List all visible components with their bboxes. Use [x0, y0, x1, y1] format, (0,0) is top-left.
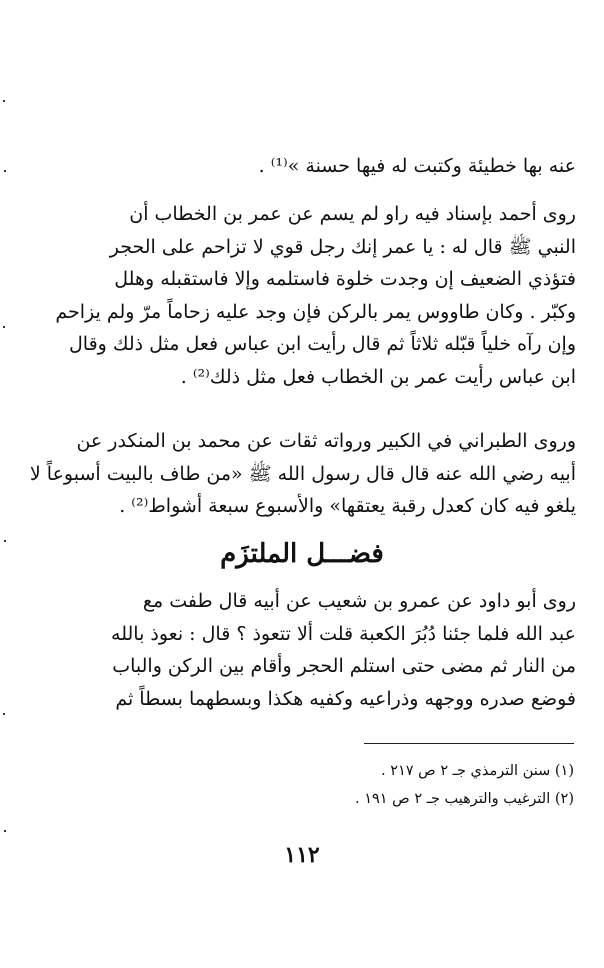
text-line: يلغو فيه كان كعدل رقبة يعتقها» والأسبوع سبعة أشواط⁽²⁾ . — [119, 495, 576, 518]
text-line: روى أحمد بإسناد فيه راو لم يسم عن عمر بن الخطاب أن — [129, 203, 576, 225]
page-number: ١١٢ — [284, 842, 320, 868]
text-line: النبي ﷺ قال له : يا عمر إنك رجل قوي لا تزاحم على الحجر — [109, 235, 576, 258]
text-line: وكبّر . وكان طاووس يمر بالركن فإن وجد عليه زحاماً مرّ ولم يزاحم — [55, 300, 576, 323]
paragraph-continuation — [24, 150, 576, 183]
paragraph-ahmad-narration — [24, 198, 576, 394]
scan-speck — [3, 100, 5, 102]
text-line: ابن عباس رأيت عمر بن الخطاب فعل مثل ذلك⁽²⁾ . — [180, 365, 576, 388]
section-heading: فضـــل الملتزَم — [220, 539, 384, 569]
text-line: روى أبو داود عن عمرو بن شعيب عن أبيه قال طفت مع — [142, 590, 576, 612]
scan-speck — [4, 830, 6, 832]
text-line: من النار ثم مضى حتى استلم الحجر وأقام بين الركن والباب — [112, 655, 576, 678]
footnote-divider — [364, 743, 574, 744]
text-line: وإن رآه خلياً قبّله ثلاثاً ثم قال رأيت ابن عباس فعل مثل ذلك وقال — [68, 333, 576, 356]
paragraph-abu-dawud-narration — [24, 585, 576, 715]
footnotes — [34, 757, 574, 813]
text-line: عبد الله فلما جئنا دُبُرَ الكعبة قلت ألا تتعوذ ؟ قال : نعوذ بالله — [111, 622, 576, 645]
scan-speck — [3, 326, 5, 328]
scan-speck — [3, 713, 5, 715]
text-line: أبيه رضي الله عنه قال قال رسول الله ﷺ «من طاف بالبيت أسبوعاً لا — [29, 462, 576, 485]
footnote-item: (١) سنن الترمذي جـ ٢ ص ٢١٧ . — [380, 763, 574, 779]
paragraph-tabarani-narration — [24, 425, 576, 523]
text-line: فوضع صدره ووجهه وذراعيه وكفيه هكذا وبسطهما بسطاً ثم — [115, 687, 576, 710]
footnote-item: (٢) الترغيب والترهيب جـ ٢ ص ١٩١ . — [354, 791, 574, 807]
scan-speck — [4, 540, 6, 542]
scan-speck — [4, 170, 6, 172]
text-line: عنه بها خطيئة وكتبت له فيها حسنة »⁽¹⁾ . — [258, 155, 576, 177]
text-line: وروى الطبراني في الكبير ورواته ثقات عن محمد بن المنكدر عن — [76, 430, 576, 452]
text-line: فتؤذي الضعيف إن وجدت خلوة فاستلمه وإلا فاستقبله وهلل — [114, 268, 576, 291]
